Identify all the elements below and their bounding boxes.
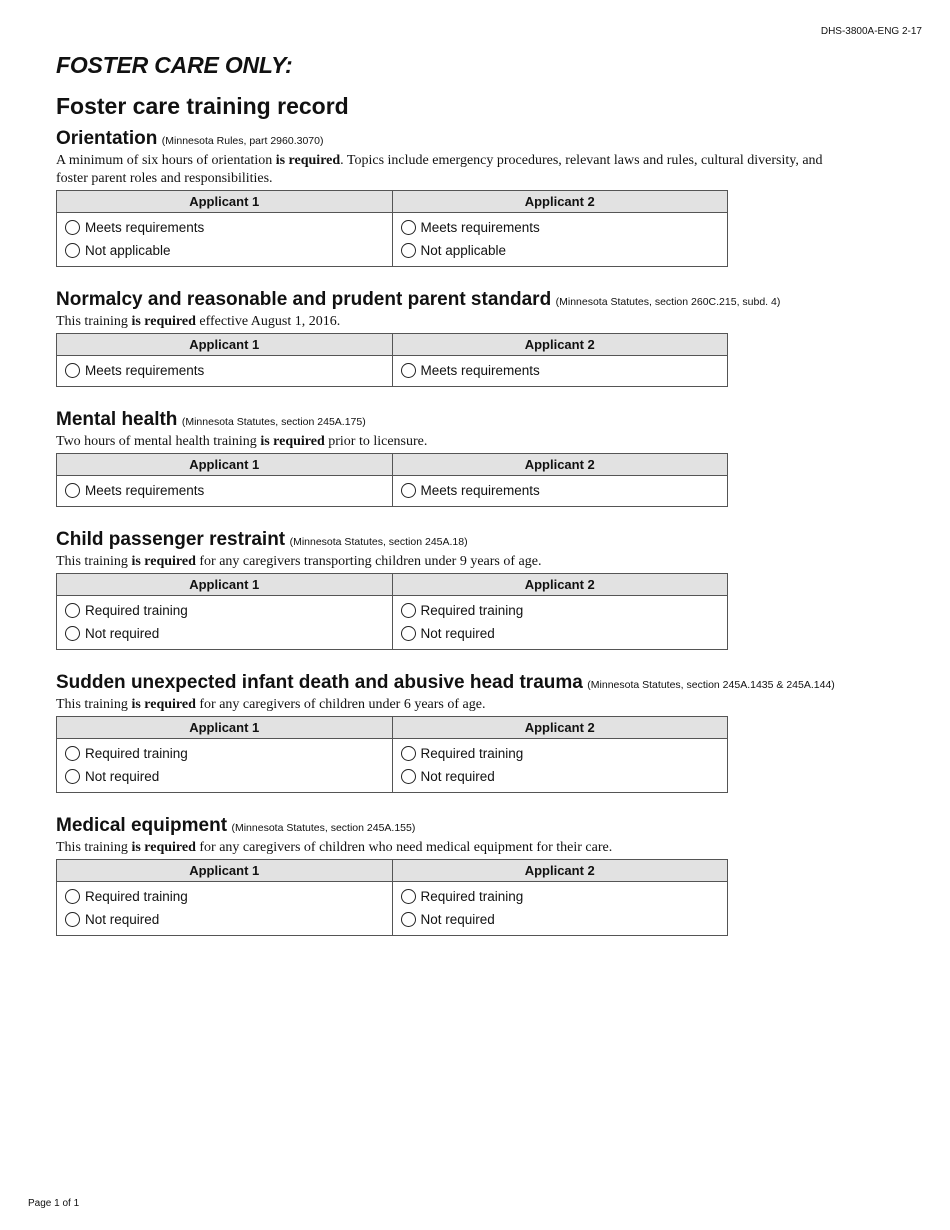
section-citation: (Minnesota Rules, part 2960.3070) — [161, 135, 324, 147]
section-heading — [56, 529, 916, 553]
section-description — [56, 433, 846, 451]
description-text: effective August 1, 2016. — [195, 314, 341, 329]
option-not-required-applicant-1[interactable] — [65, 765, 392, 788]
description-text: prior to licensure. — [324, 434, 428, 449]
applicant-1-header: Applicant 1 — [57, 860, 393, 882]
option-label: Not required — [85, 626, 160, 641]
description-text: This training — [56, 554, 132, 569]
applicant-1-options — [57, 213, 393, 267]
option-required-training-applicant-1[interactable] — [65, 599, 392, 622]
option-label: Meets requirements — [420, 220, 540, 235]
option-label: Meets requirements — [420, 483, 540, 498]
applicant-2-header: Applicant 2 — [392, 860, 728, 882]
option-required-training-applicant-1[interactable] — [65, 885, 392, 908]
radio-button[interactable] — [65, 769, 80, 784]
option-label: Not required — [420, 769, 495, 784]
applicant-1-header: Applicant 1 — [57, 454, 393, 476]
option-not-required-applicant-2[interactable] — [401, 908, 728, 931]
section-description — [56, 152, 846, 188]
option-required-training-applicant-2[interactable] — [401, 599, 728, 622]
radio-button[interactable] — [401, 483, 416, 498]
page-title: Foster care training record — [56, 93, 349, 119]
section-heading — [56, 409, 916, 433]
option-label: Not required — [85, 912, 160, 927]
option-label: Meets requirements — [420, 363, 540, 378]
radio-button[interactable] — [65, 912, 80, 927]
applicant-2-options — [392, 213, 728, 267]
applicant-2-header: Applicant 2 — [392, 454, 728, 476]
option-label: Not applicable — [420, 243, 507, 258]
section-child-passenger-restraint — [56, 529, 916, 650]
radio-button[interactable] — [401, 603, 416, 618]
applicant-2-header: Applicant 2 — [392, 191, 728, 213]
option-label: Meets requirements — [85, 363, 205, 378]
section-title: Sudden unexpected infant death and abusive head trauma — [56, 672, 583, 693]
description-emphasis: is required — [260, 434, 325, 449]
radio-button[interactable] — [401, 912, 416, 927]
option-not-applicable-applicant-1[interactable] — [65, 239, 392, 262]
description-text: This training — [56, 840, 132, 855]
radio-button[interactable] — [401, 746, 416, 761]
applicant-1-header: Applicant 1 — [57, 574, 393, 596]
option-not-applicable-applicant-2[interactable] — [401, 239, 728, 262]
applicant-2-header: Applicant 2 — [392, 717, 728, 739]
option-label: Required training — [85, 746, 188, 761]
page-number: Page 1 of 1 — [28, 1198, 80, 1209]
radio-button[interactable] — [401, 220, 416, 235]
foster-care-banner: FOSTER CARE ONLY: — [56, 52, 293, 78]
section-citation: (Minnesota Statutes, section 245A.175) — [181, 416, 366, 428]
section-description — [56, 313, 846, 331]
section-mental-health — [56, 409, 916, 507]
radio-button[interactable] — [401, 889, 416, 904]
description-emphasis: is required — [131, 840, 196, 855]
section-description — [56, 553, 846, 571]
option-required-training-applicant-2[interactable] — [401, 742, 728, 765]
option-required-training-applicant-1[interactable] — [65, 742, 392, 765]
applicant-1-options — [57, 356, 393, 387]
section-title: Mental health — [56, 409, 178, 430]
applicant-table — [56, 573, 728, 650]
option-not-required-applicant-1[interactable] — [65, 622, 392, 645]
radio-button[interactable] — [65, 626, 80, 641]
applicant-table — [56, 716, 728, 793]
radio-button[interactable] — [401, 243, 416, 258]
option-required-training-applicant-2[interactable] — [401, 885, 728, 908]
applicant-1-header: Applicant 1 — [57, 717, 393, 739]
applicant-2-options — [392, 882, 728, 936]
option-not-required-applicant-1[interactable] — [65, 908, 392, 931]
description-text: for any caregivers of children under 6 years of age. — [195, 697, 486, 712]
applicant-2-header: Applicant 2 — [392, 574, 728, 596]
section-medical-equipment — [56, 815, 916, 936]
description-text: Two hours of mental health training — [56, 434, 261, 449]
description-emphasis: is required — [275, 153, 341, 168]
option-meets-requirements-applicant-2[interactable] — [401, 359, 728, 382]
section-heading — [56, 815, 916, 839]
option-not-required-applicant-2[interactable] — [401, 765, 728, 788]
section-title: Normalcy and reasonable and prudent parent standard — [56, 289, 552, 310]
applicant-2-options — [392, 739, 728, 793]
form-body — [56, 52, 916, 936]
option-meets-requirements-applicant-1[interactable] — [65, 359, 392, 382]
option-label: Required training — [85, 603, 188, 618]
description-text: This training — [56, 697, 132, 712]
description-text: for any caregivers transporting children under 9 years of age. — [195, 554, 542, 569]
applicant-table — [56, 333, 728, 387]
option-label: Required training — [420, 603, 524, 618]
option-not-required-applicant-2[interactable] — [401, 622, 728, 645]
applicant-table — [56, 190, 728, 267]
section-orientation — [56, 128, 916, 267]
option-meets-requirements-applicant-2[interactable] — [401, 216, 728, 239]
section-description — [56, 839, 846, 857]
training-sections — [56, 128, 916, 936]
applicant-1-options — [57, 596, 393, 650]
option-label: Required training — [420, 746, 524, 761]
applicant-1-header: Applicant 1 — [57, 191, 393, 213]
description-text: for any caregivers of children who need medical equipment for their care. — [195, 840, 613, 855]
applicant-1-options — [57, 739, 393, 793]
applicant-2-options — [392, 476, 728, 507]
description-text: A minimum of six hours of orientation — [56, 153, 276, 168]
radio-button[interactable] — [65, 603, 80, 618]
section-title: Medical equipment — [56, 815, 228, 836]
radio-button[interactable] — [401, 626, 416, 641]
radio-button[interactable] — [65, 363, 80, 378]
section-citation: (Minnesota Statutes, section 260C.215, subd. 4) — [555, 296, 781, 308]
option-label: Not required — [420, 912, 495, 927]
option-meets-requirements-applicant-2[interactable] — [401, 479, 728, 502]
section-citation: (Minnesota Statutes, section 245A.1435 & 245A.144) — [587, 679, 835, 691]
applicant-2-options — [392, 356, 728, 387]
section-heading — [56, 672, 916, 696]
radio-button[interactable] — [401, 769, 416, 784]
applicant-table — [56, 453, 728, 507]
option-label: Not required — [85, 769, 160, 784]
section-citation: (Minnesota Statutes, section 245A.155) — [231, 822, 416, 834]
option-label: Not required — [420, 626, 495, 641]
option-label: Not applicable — [85, 243, 171, 258]
applicant-1-header: Applicant 1 — [57, 334, 393, 356]
radio-button[interactable] — [65, 483, 80, 498]
radio-button[interactable] — [65, 243, 80, 258]
option-meets-requirements-applicant-1[interactable] — [65, 479, 392, 502]
applicant-2-header: Applicant 2 — [392, 334, 728, 356]
description-text: . Topics include emergency procedures, relevant laws and rules, cultural diversity, and foster parent roles and responsibilities. — [56, 153, 823, 186]
description-emphasis: is required — [131, 697, 196, 712]
radio-button[interactable] — [65, 220, 80, 235]
option-label: Required training — [420, 889, 524, 904]
option-meets-requirements-applicant-1[interactable] — [65, 216, 392, 239]
option-label: Meets requirements — [85, 220, 205, 235]
section-title: Orientation — [56, 128, 158, 149]
applicant-table — [56, 859, 728, 936]
form-code: DHS-3800A-ENG 2-17 — [820, 26, 922, 37]
section-sudden-unexpected-infant-death-and-abusive-head-trauma — [56, 672, 916, 793]
radio-button[interactable] — [65, 889, 80, 904]
applicant-1-options — [57, 476, 393, 507]
section-normalcy-and-reasonable-and-prudent-parent-standard — [56, 289, 916, 387]
radio-button[interactable] — [401, 363, 416, 378]
section-citation: (Minnesota Statutes, section 245A.18) — [289, 536, 468, 548]
description-text: This training — [56, 314, 132, 329]
option-label: Required training — [85, 889, 188, 904]
section-description — [56, 696, 846, 714]
applicant-2-options — [392, 596, 728, 650]
applicant-1-options — [57, 882, 393, 936]
section-heading — [56, 289, 916, 313]
radio-button[interactable] — [65, 746, 80, 761]
section-heading — [56, 128, 916, 152]
description-emphasis: is required — [131, 314, 196, 329]
section-title: Child passenger restraint — [56, 529, 286, 550]
option-label: Meets requirements — [85, 483, 205, 498]
description-emphasis: is required — [131, 554, 196, 569]
